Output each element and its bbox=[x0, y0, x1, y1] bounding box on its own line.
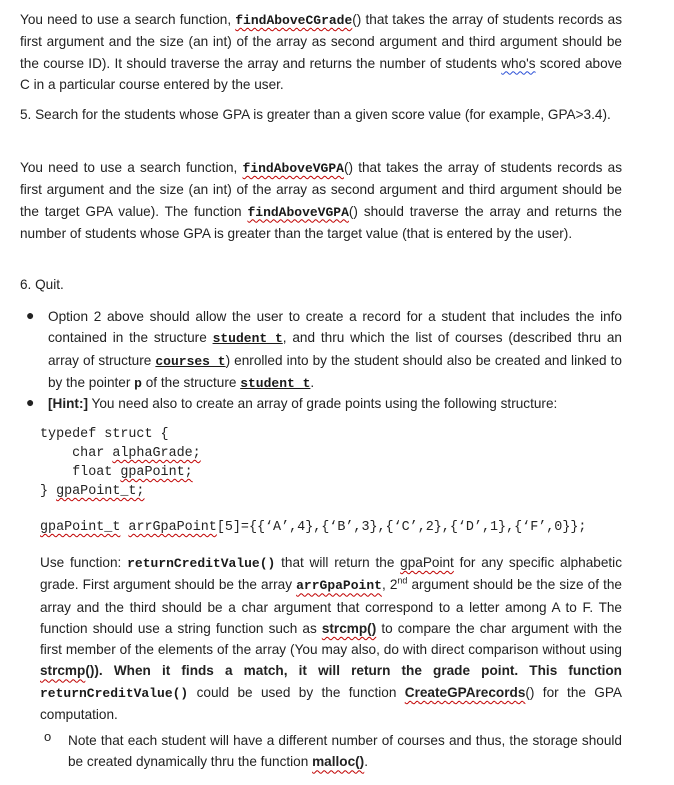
function-name-returnCreditValue: returnCreditValue() bbox=[127, 556, 276, 571]
code-block-struct: typedef struct { char alphaGrade; float gpaPoint; } gpaPoint_t; bbox=[40, 427, 201, 499]
function-name-findAboveVGPA-2: findAboveVGPA bbox=[247, 204, 349, 220]
function-name-returnCreditValue-2: returnCreditValue() bbox=[40, 685, 189, 701]
sub-bullet-malloc-note: Note that each student will have a different number of courses and thus, the storage should be created dynamically thru the function malloc(). bbox=[68, 733, 622, 770]
sub-bullet-marker: o bbox=[44, 729, 52, 744]
bullet-dot-2: ● bbox=[26, 394, 35, 410]
bullet-dot-1: ● bbox=[26, 307, 35, 323]
function-name-findAboveVGPA: findAboveVGPA bbox=[242, 161, 344, 176]
function-name-findAboveCGrade: findAboveCGrade bbox=[235, 13, 353, 28]
paragraph-search-c-grade: You need to use a search function, findAboveCGrade() that takes the array of students records as first argument and the size (an int) of the array as second argument and third argument should be the course ID). It should traverse the array and returns the number of students who's scored above C in a particular course entered by the user. bbox=[20, 12, 622, 92]
paragraph-search-gpa: You need to use a search function, findAboveVGPA() that takes the array of students records as first argument and the size (an int) of the array as second argument and third argument should be the target GPA value). The function findAboveVGPA() should traverse the array and returns the number of students whose GPA is greater than the target value (that is entered by the user). bbox=[20, 160, 622, 241]
bullet-item-hint: [Hint:] You need also to create an array of grade points using the following structure: bbox=[48, 396, 558, 411]
paragraph-option-5: 5. Search for the students whose GPA is greater than a given score value (for example, GPA>3.4). bbox=[20, 107, 611, 122]
paragraph-return-credit-value: Use function: returnCreditValue() that will return the gpaPoint for any specific alphabetic grade. First argument should be the array arrGpaPoint, 2nd argument should be the size of the array and the third should be a char argument that correspond to a letter among A to F. The function should use a string function such as strcmp() to compare the char argument with the first member of the elements of the array (You may also, do with direct comparison without using strcmp()). When it finds a match, it will return the grade point. This function returnCreditValue() could be used by the function CreateGPArecords() for the GPA computation. bbox=[40, 555, 622, 723]
paragraph-option-6: 6. Quit. bbox=[20, 277, 64, 292]
bullet-item-option-2: Option 2 above should allow the user to create a record for a student that includes the info contained in the structure student_t, and thru which the list of courses (described thru an array of structure courses_t) enrolled into by the student should also be created and linked to by the pointer p of the structure student_t. bbox=[48, 309, 622, 391]
code-array-declaration: gpaPoint_t arrGpaPoint[5]={{‘A’,4},{‘B’,3},{‘C’,2},{‘D’,1},{‘F’,0}}; bbox=[40, 520, 587, 535]
